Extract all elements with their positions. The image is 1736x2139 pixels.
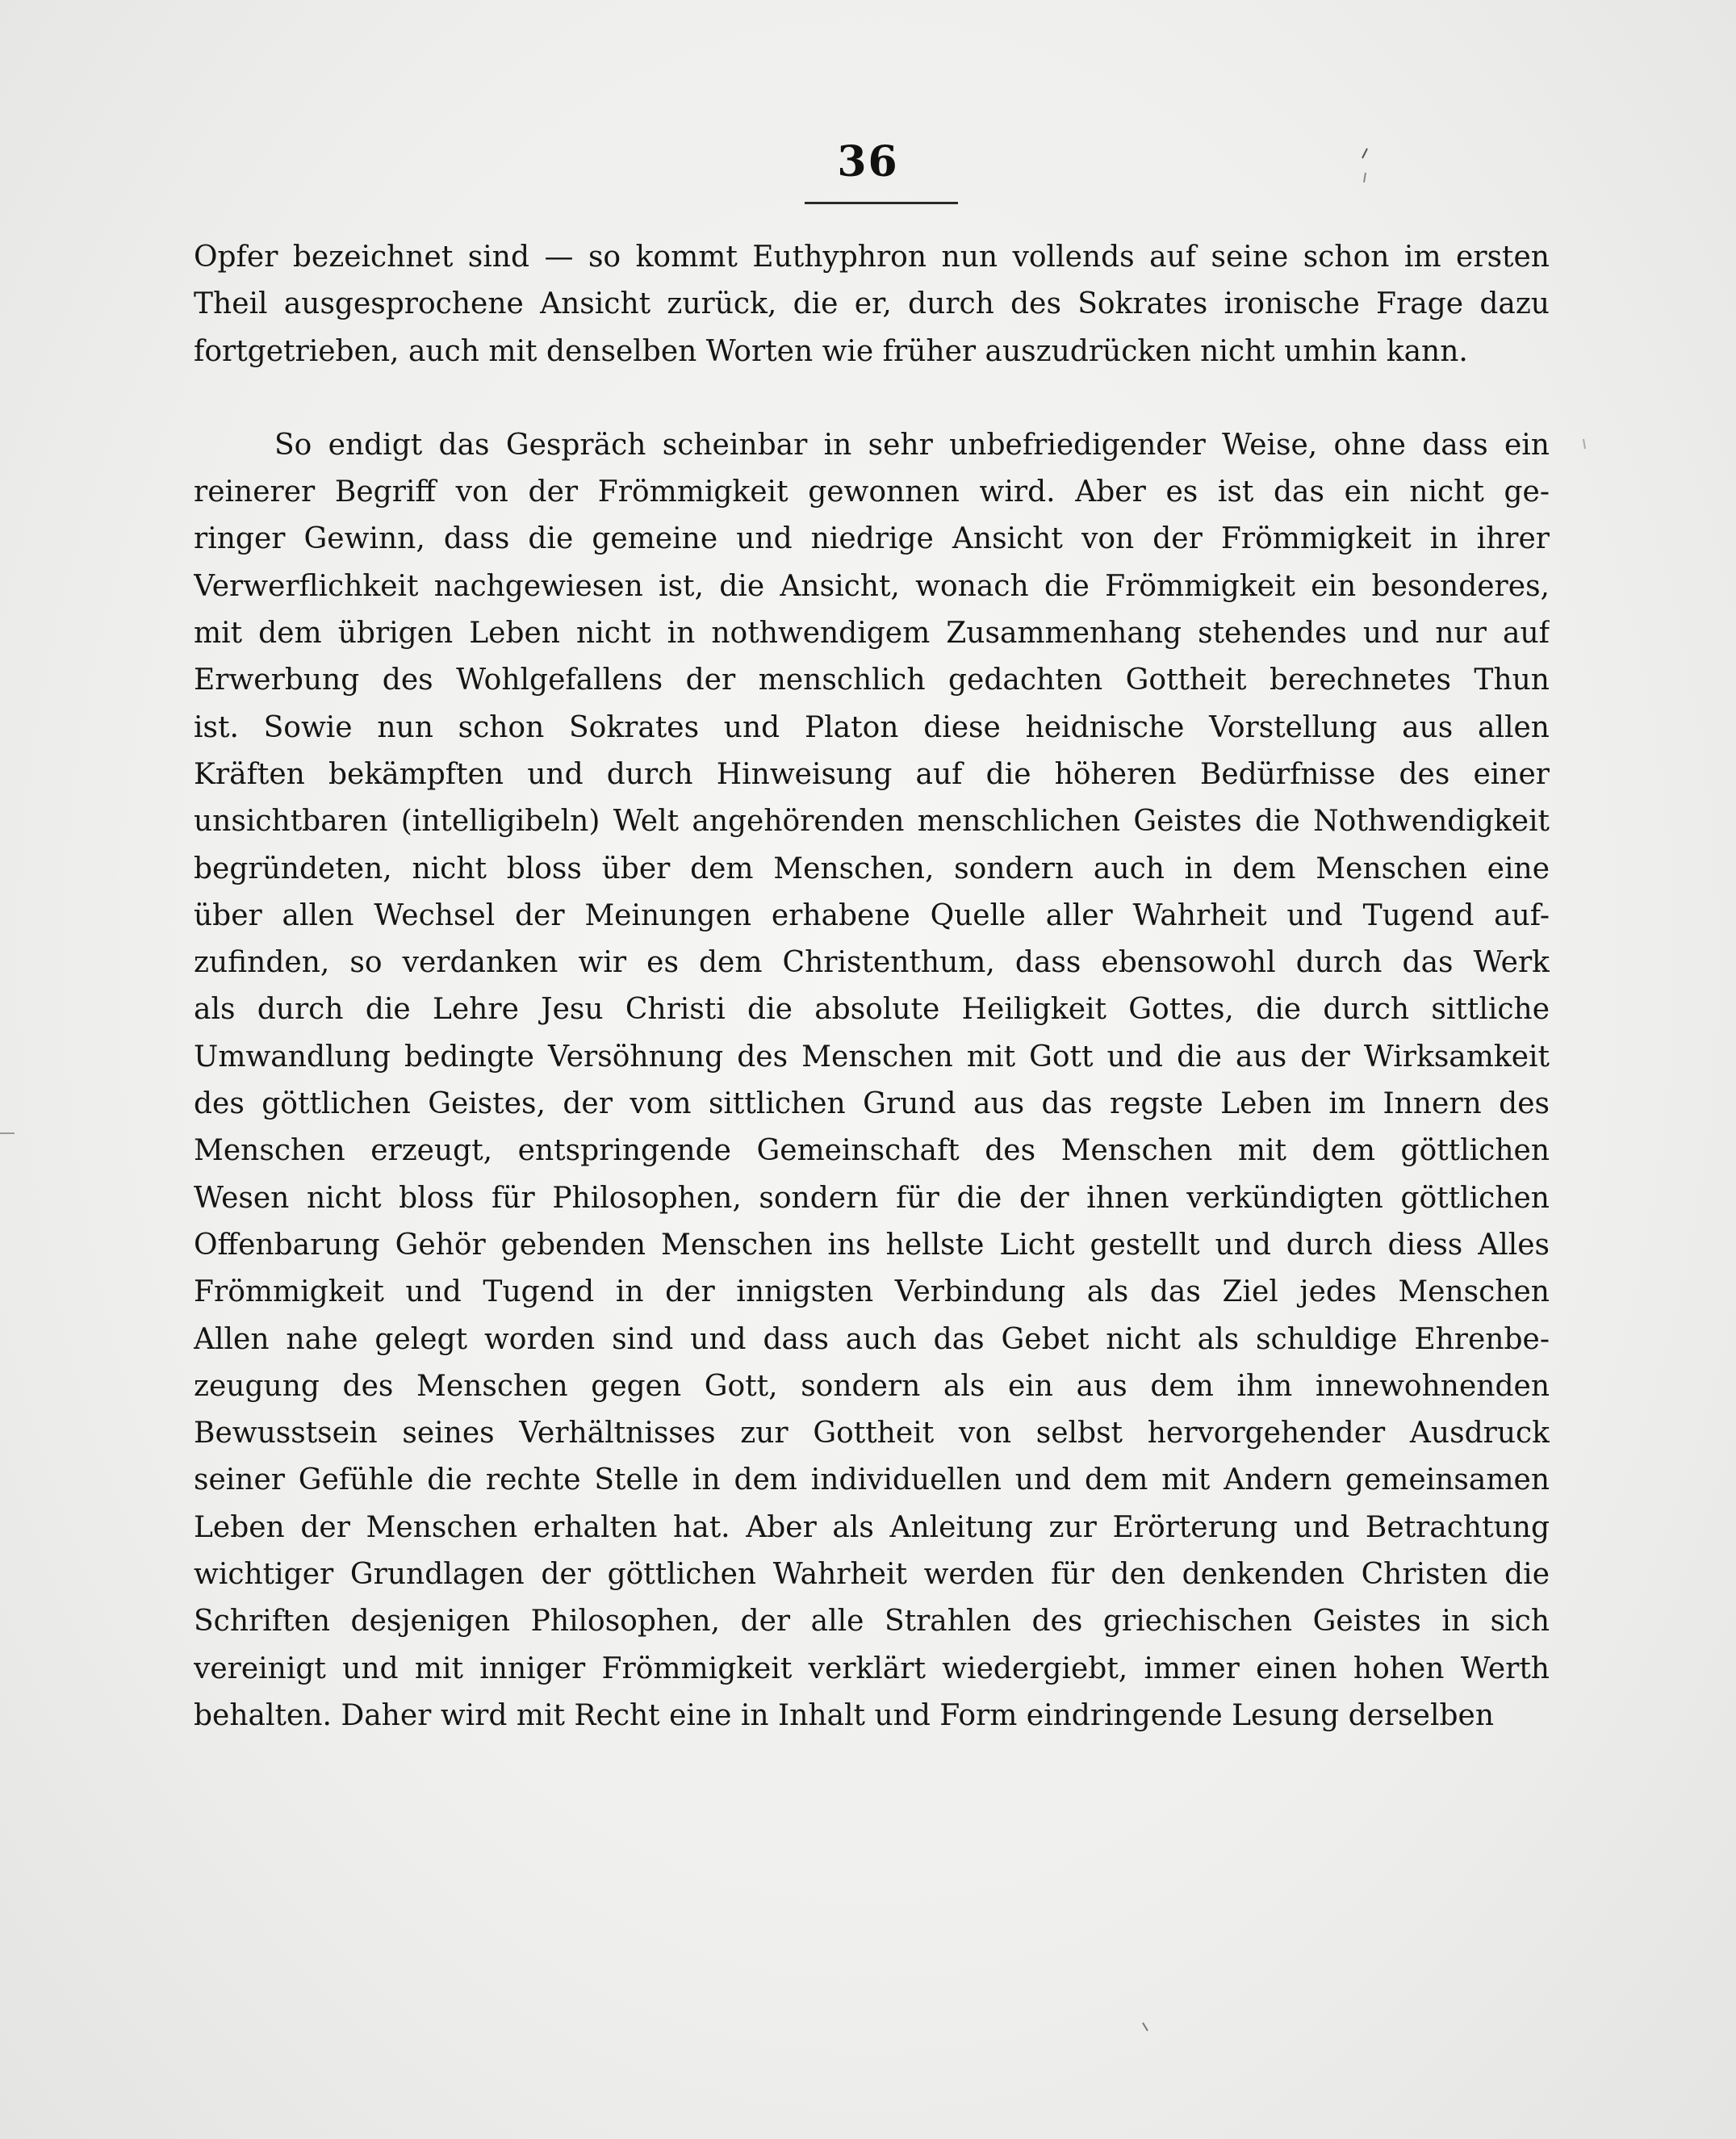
text-line: zeugung des Menschen gegen Gott, sondern als ein aus dem ihm innewohnenden [194,1369,1550,1403]
text-line: als durch die Lehre Jesu Christi die absolute Heiligkeit Gottes, die durch sittliche [194,993,1550,1027]
paragraph-gap [194,375,1550,422]
text-line: Verwerflichkeit nachgewiesen ist, die Ansicht, wonach die Frömmigkeit ein besonderes, [194,569,1550,603]
header-rule [805,202,958,204]
body-text [194,234,1550,1739]
text-line: unsichtbaren (intelligibeln) Welt angehörenden menschlichen Geistes die Nothwendigkeit [194,805,1550,839]
text-line: fortgetrieben, auch mit denselben Worten wie früher auszudrücken nicht umhin kann. [194,334,1468,368]
text-line: Opfer bezeichnet sind — so kommt Euthyphron nun vollends auf seine schon im ersten [194,241,1550,274]
text-line: reinerer Begriff von der Frömmigkeit gewonnen wird. Aber es ist das ein nicht ge- [194,475,1550,509]
text-line: Wesen nicht bloss für Philosophen, sondern für die der ihnen verkündigten göttlichen [194,1181,1550,1215]
text-line: zufinden, so verdanken wir es dem Christenthum, dass ebensowohl durch das Werk [194,946,1550,980]
text-line: vereinigt und mit inniger Frömmigkeit verklärt wiedergiebt, immer einen hohen Werth [194,1651,1550,1685]
text-line: wichtiger Grundlagen der göttlichen Wahrheit werden für den denkenden Christen die [194,1558,1550,1592]
text-line: Schriften desjenigen Philosophen, der alle Strahlen des griechischen Geistes in sich [194,1605,1550,1639]
text-line: mit dem übrigen Leben nicht in nothwendigem Zusammenhang stehendes und nur auf [194,617,1550,651]
text-line: Offenbarung Gehör gebenden Menschen ins hellste Licht gestellt und durch diess Alles [194,1228,1550,1262]
text-line: behalten. Daher wird mit Recht eine in Inhalt und Form eindringende Lesung derselben [194,1698,1494,1732]
text-line: seiner Gefühle die rechte Stelle in dem individuellen und dem mit Andern gemeinsamen [194,1463,1550,1497]
text-line: ist. Sowie nun schon Sokrates und Platon diese heidnische Vorstellung aus allen [194,710,1550,744]
text-line: Kräften bekämpften und durch Hinweisung auf die höheren Bedürfnisse des einer [194,757,1550,791]
text-line: So endigt das Gespräch scheinbar in sehr unbefriedigender Weise, ohne dass ein [274,428,1550,462]
text-line: Menschen erzeugt, entspringende Gemeinschaft des Menschen mit dem göttlichen [194,1134,1550,1168]
text-line: über allen Wechsel der Meinungen erhabene Quelle aller Wahrheit und Tugend auf- [194,898,1550,932]
speck [1583,439,1585,449]
text-line: Frömmigkeit und Tugend in der innigsten Verbindung als das Ziel jedes Menschen [194,1275,1550,1309]
text-line: Erwerbung des Wohlgefallens der menschlich gedachten Gottheit berechnetes Thun [194,663,1550,697]
text-line: des göttlichen Geistes, der vom sittlichen Grund aus das regste Leben im Innern des [194,1087,1550,1121]
text-line: Allen nahe gelegt worden sind und dass auch das Gebet nicht als schuldige Ehrenbe- [194,1322,1550,1356]
page-number: 36 [837,137,899,186]
text-line: Bewusstsein seines Verhältnisses zur Gottheit von selbst hervorgehender Ausdruck [194,1417,1550,1450]
text-line: Leben der Menschen erhalten hat. Aber als Anleitung zur Erörterung und Betrachtung [194,1510,1550,1544]
paragraph-1 [194,234,1550,375]
text-line: Umwandlung bedingte Versöhnung des Menschen mit Gott und die aus der Wirksamkeit [194,1040,1550,1074]
speck [1143,2023,1148,2031]
text-line: ringer Gewinn, dass die gemeine und niedrige Ansicht von der Frömmigkeit in ihrer [194,522,1550,556]
text-line: Theil ausgesprochene Ansicht zurück, die er, durch des Sokrates ironische Frage dazu [194,287,1550,321]
paragraph-2 [194,422,1550,1739]
text-line: begründeten, nicht bloss über dem Menschen, sondern auch in dem Menschen eine [194,852,1550,885]
